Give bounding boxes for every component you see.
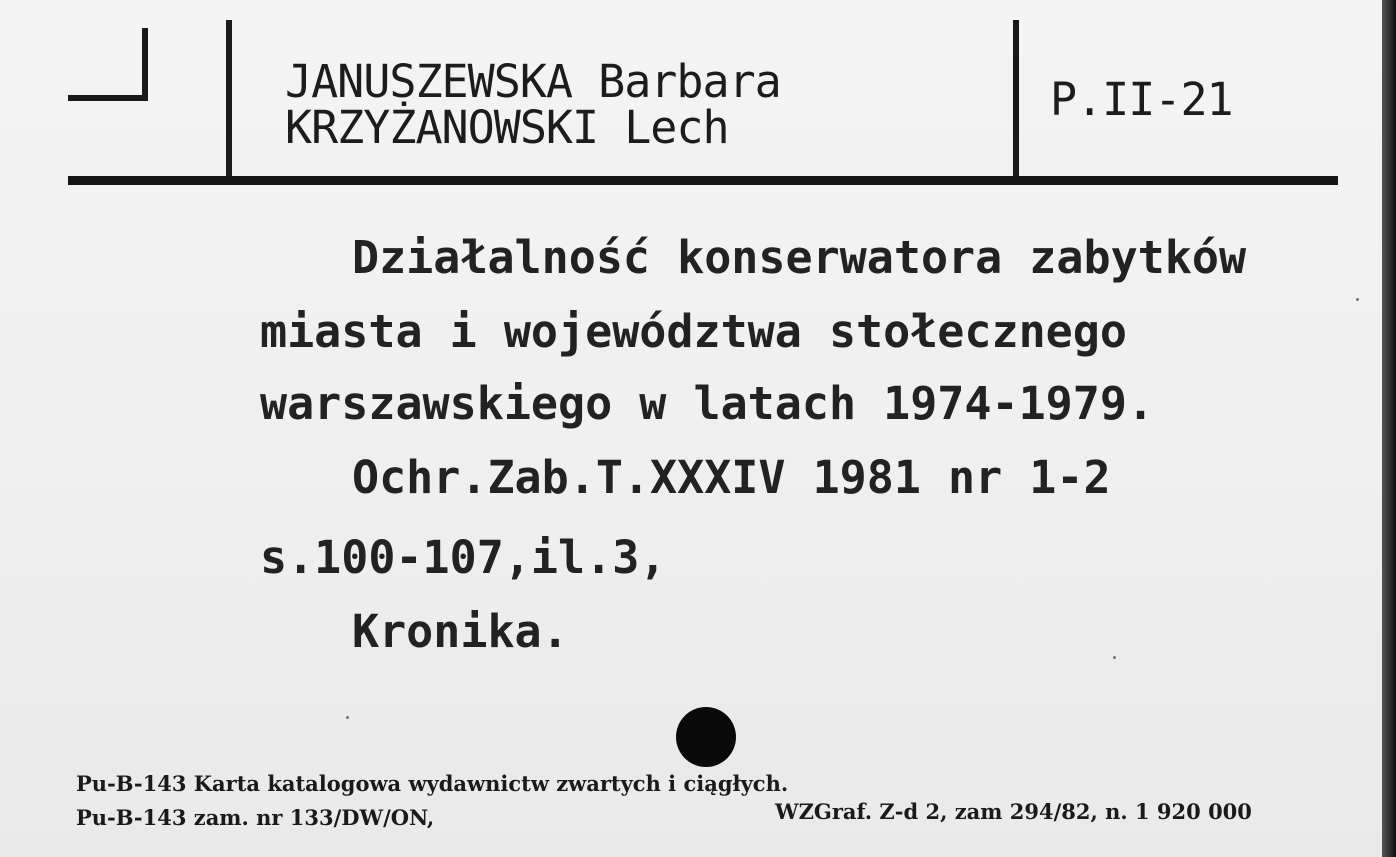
- entry-line: miasta i województwa stołecznego: [260, 305, 1127, 358]
- entry-line: warszawskiego w latach 1974-1979.: [260, 377, 1155, 430]
- corner-mark: [68, 95, 148, 101]
- entry-line: Działalność konserwatora zabytków: [352, 231, 1247, 284]
- footer-order-line: Pu-B-143 zam. nr 133/DW/ON,: [76, 805, 435, 830]
- footer-printer-line: WZGraf. Z-d 2, zam 294/82, n. 1 920 000: [775, 799, 1252, 824]
- dust-speck: [346, 716, 349, 719]
- entry-line: Kronika.: [352, 605, 569, 658]
- entry-line: s.100-107,il.3,: [260, 531, 667, 584]
- author-2: KRZYŻANOWSKI Lech: [285, 101, 729, 154]
- header-rule: [68, 176, 1338, 185]
- header-divider-left: [226, 20, 232, 182]
- corner-mark-vertical: [142, 28, 148, 101]
- author-1: JANUSZEWSKA Barbara: [285, 55, 781, 108]
- dust-speck: [1113, 656, 1116, 659]
- card-edge-shadow: [1382, 0, 1396, 857]
- shelfmark: P.II-21: [1050, 73, 1233, 126]
- footer-form-line: Pu-B-143 Karta katalogowa wydawnictw zwartych i ciągłych.: [76, 771, 789, 796]
- dust-speck: [1356, 298, 1359, 301]
- punch-hole: [676, 707, 736, 767]
- header-divider-right: [1013, 20, 1019, 182]
- entry-line: Ochr.Zab.T.XXXIV 1981 nr 1-2: [352, 451, 1111, 504]
